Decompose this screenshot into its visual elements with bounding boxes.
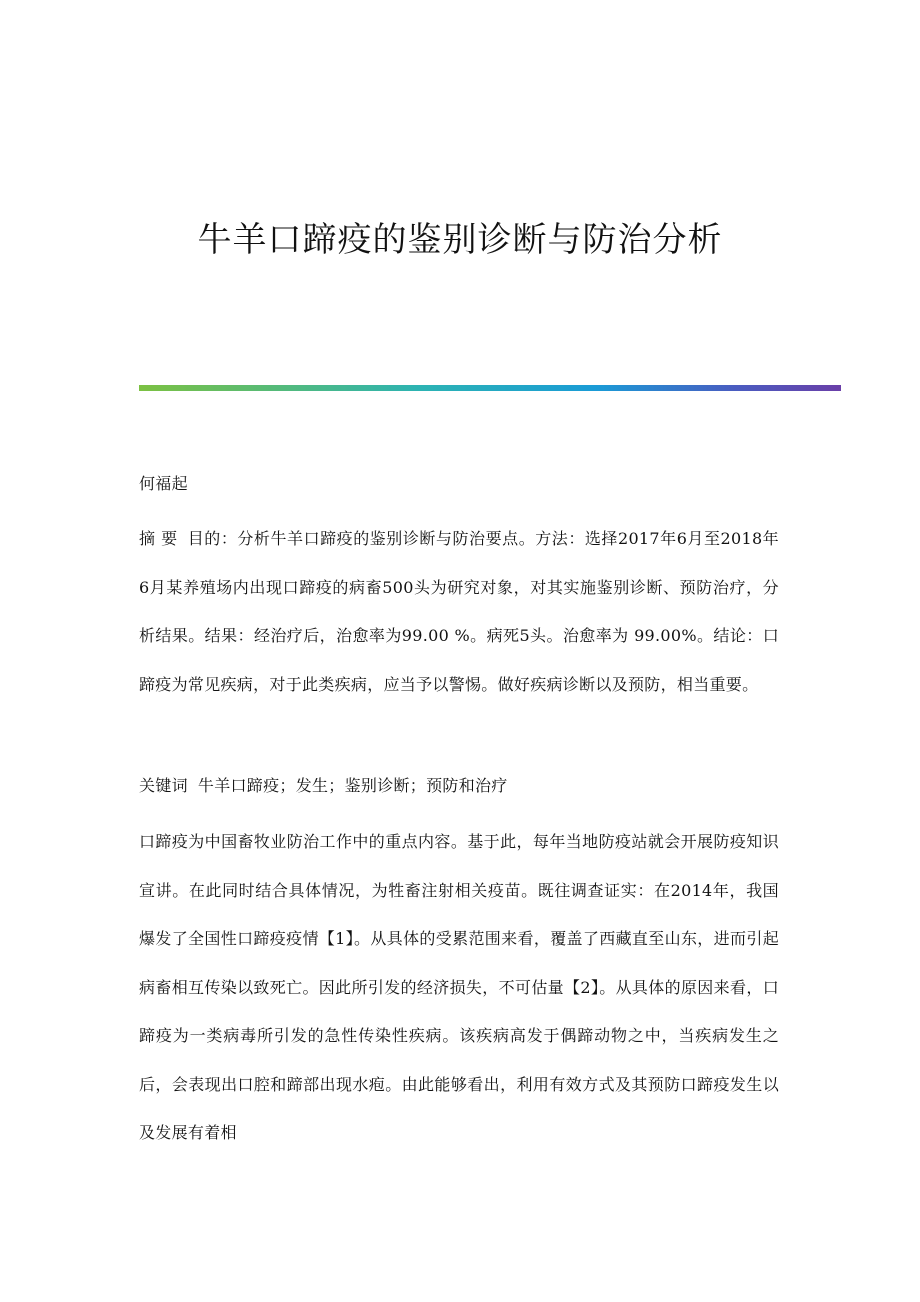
document-title: 牛羊口蹄疫的鉴别诊断与防治分析	[197, 220, 723, 260]
abstract-paragraph	[139, 515, 779, 709]
author-name: 何福起	[139, 474, 188, 493]
keywords-paragraph	[139, 762, 779, 811]
keywords-text: 牛羊口蹄疫；发生；鉴别诊断；预防和治疗	[197, 776, 508, 795]
title-divider	[139, 385, 841, 391]
abstract-label: 摘 要	[139, 529, 178, 548]
abstract-text: 目的：分析牛羊口蹄疫的鉴别诊断与防治要点。方法：选择2017年6月至2018年6月某养殖场内出现口蹄疫的病畜500头为研究对象，对其实施鉴别诊断、预防治疗，分析结果。结果：经治疗后，治愈率为99.00 %。病死5头。治愈率为 99.00%。结论：口蹄疫为常见疾病，对于此类疾病，应当予以警惕。做好疾病诊断以及预防，相当重要。	[139, 529, 779, 694]
intro-paragraph: 口蹄疫为中国畜牧业防治工作中的重点内容。基于此，每年当地防疫站就会开展防疫知识宣讲。在此同时结合具体情况，为牲畜注射相关疫苗。既往调查证实：在2014年，我国爆发了全国性口蹄疫疫情【1】。从具体的受累范围来看，覆盖了西藏直至山东，进而引起病畜相互传染以致死亡。因此所引发的经济损失，不可估量【2】。从具体的原因来看，口蹄疫为一类病毒所引发的急性传染性疾病。该疾病高发于偶蹄动物之中，当疾病发生之后，会表现出口腔和蹄部出现水疱。由此能够看出，利用有效方式及其预防口蹄疫发生以及发展有着相	[139, 832, 779, 1142]
keywords-label: 关键词	[139, 776, 188, 795]
